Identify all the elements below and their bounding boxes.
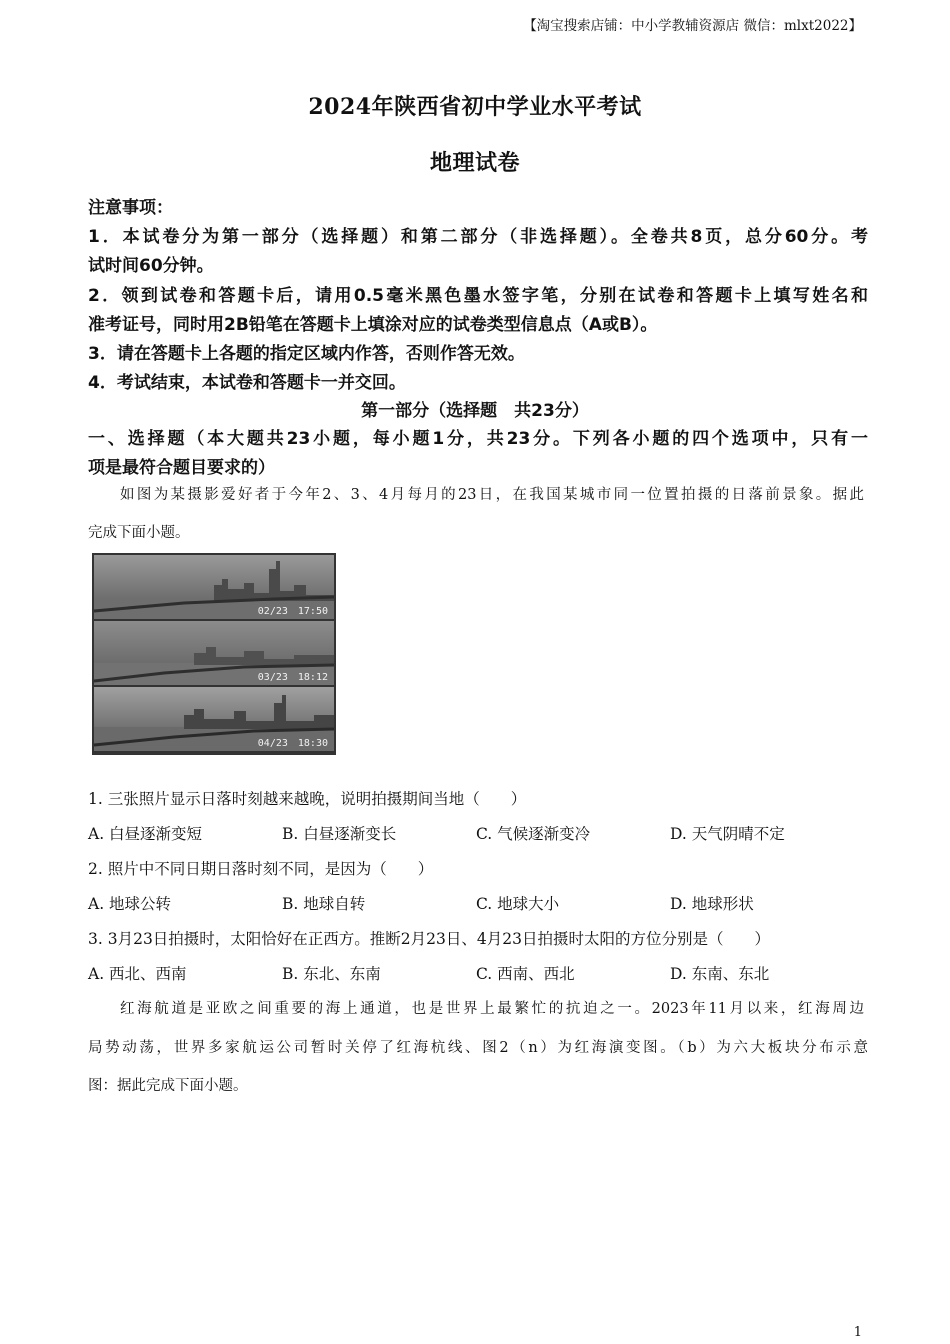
sunset-photo-mar	[94, 621, 334, 685]
question-3-option-c[interactable]: C. 西南、西北	[476, 965, 575, 983]
question-2-option-d[interactable]: D. 地球形状	[670, 895, 754, 913]
photo-timestamp: 03/23 18:12	[257, 672, 328, 683]
photo-timestamp: 04/23 18:30	[257, 738, 328, 749]
sunset-photo-feb	[94, 555, 334, 619]
notice-line-2: 试时间60分钟。	[88, 256, 214, 276]
section1-line-2: 项是最符合题目要求的）	[88, 458, 275, 478]
question-3-stem: 3. 3月23日拍摄时，太阳恰好在正西方。推断2月23日、4月23日拍摄时太阳的方位分别是（ ）	[88, 930, 770, 948]
photo-timestamp: 02/23 17:50	[257, 606, 328, 617]
question-2-option-a[interactable]: A. 地球公转	[88, 895, 172, 913]
intro2-line-2: 局势动荡，世界多家航运公司暂时关停了红海杭线、图2（n）为红海演变图。（b）为六大板块分布示意	[88, 1040, 868, 1056]
question-3-option-a[interactable]: A. 西北、西南	[88, 965, 187, 983]
question-1-option-d[interactable]: D. 天气阴晴不定	[670, 825, 785, 843]
question-3-option-b[interactable]: B. 东北、东南	[282, 965, 381, 983]
sunset-photo-strip	[92, 553, 336, 755]
intro2-line-3: 图：据此完成下面小题。	[88, 1078, 248, 1094]
section1-line-1: 一、选择题（本大题共23小题，每小题1分，共23分。下列各小题的四个选项中，只有一	[88, 429, 868, 449]
intro1-line-2: 完成下面小题。	[88, 525, 190, 541]
part1-title: 第一部分（选择题 共23分）	[361, 401, 589, 421]
page-title: 2024年陕西省初中学业水平考试	[308, 94, 642, 120]
question-1-stem: 1. 三张照片显示日落时刻越来越晚，说明拍摄期间当地（ ）	[88, 790, 527, 808]
question-3-option-d[interactable]: D. 东南、东北	[670, 965, 770, 983]
notice-line-5: 3．请在答题卡上各题的指定区域内作答，否则作答无效。	[88, 344, 525, 364]
notice-line-3: 2．领到试卷和答题卡后，请用0.5毫米黑色墨水签字笔，分别在试卷和答题卡上填写姓名和	[88, 286, 868, 306]
intro2-line-1: 红海航道是亚欧之间重要的海上通道，也是世界上最繁忙的抗迫之一。2023年11月以来，红海周边	[120, 1001, 864, 1017]
notice-heading: 注意事项：	[88, 198, 173, 218]
question-1-option-b[interactable]: B. 白昼逐渐变长	[282, 825, 397, 843]
question-2-option-c[interactable]: C. 地球大小	[476, 895, 560, 913]
notice-line-6: 4．考试结束，本试卷和答题卡一并交回。	[88, 373, 406, 393]
header-note: 【淘宝搜索店铺：中小学教辅资源店 微信：mlxt2022】	[523, 18, 862, 34]
notice-line-1: 1．本试卷分为第一部分（选择题）和第二部分（非选择题）。全卷共8页，总分60分。考	[88, 227, 868, 247]
question-2-option-b[interactable]: B. 地球自转	[282, 895, 366, 913]
question-1-option-c[interactable]: C. 气候逐渐变冷	[476, 825, 591, 843]
notice-line-4: 准考证号，同时用2B铅笔在答题卡上填涂对应的试卷类型信息点（A或B）。	[88, 315, 658, 335]
page-subtitle: 地理试卷	[429, 150, 520, 176]
page-number: 1	[853, 1325, 862, 1340]
question-1-option-a[interactable]: A. 白昼逐渐变短	[88, 825, 203, 843]
question-2-stem: 2. 照片中不同日期日落时刻不同，是因为（ ）	[88, 860, 434, 878]
intro1-line-1: 如图为某摄影爱好者于今年2、3、4月每月的23日，在我国某城市同一位置拍摄的日落前景象。据此	[120, 487, 864, 503]
sunset-photo-apr	[94, 687, 334, 751]
